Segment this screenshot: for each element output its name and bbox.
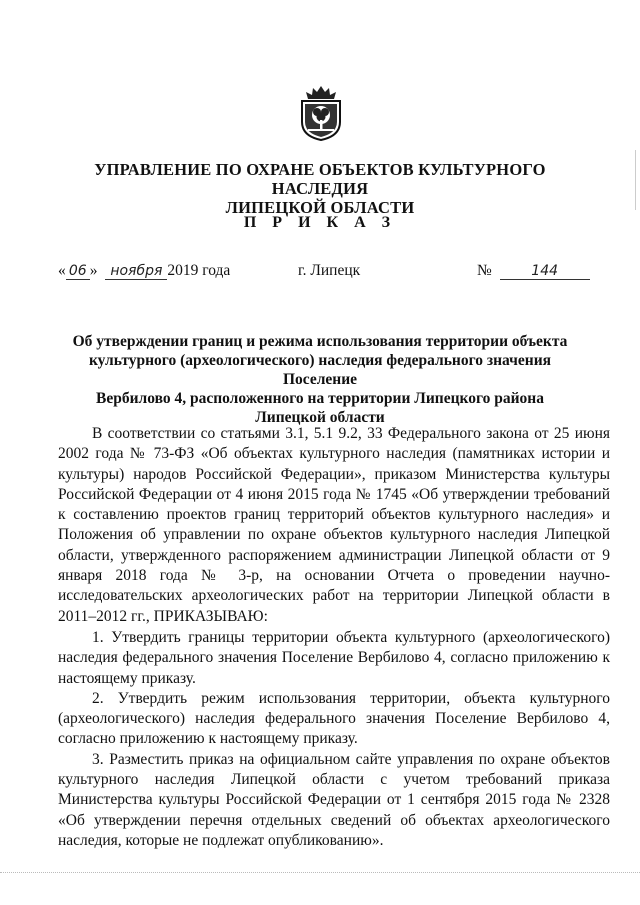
quote-close: » <box>89 262 98 279</box>
title-line-4: Липецкой области <box>255 409 385 426</box>
order-title <box>70 332 570 427</box>
order-item-1: 1. Утвердить границы территории объекта культурного (археологического) наследия федерального значения Поселение Вербилово 4, согласно приложению к настоящему приказу. <box>58 628 610 687</box>
date-day: 06 <box>66 263 90 280</box>
order-body <box>58 424 610 851</box>
preamble-paragraph: В соответствии со статьями 3.1, 5.1 9.2, 33 Федерального закона от 25 июня 2002 года № 73-ФЗ «Об объектах культурного наследия (памятниках истории и культуры) народов Российской Федерации», приказом Министерства культуры Российской Федерации от 4 июня 2015 года № 1745 «Об утверждении требований к составлению проектов границ территорий объектов культурного наследия» и Положения об управлении по охране объектов культурного наследия Липецкой области, утвержденного распоряжением администрации Липецкой области от 9 января 2018 года № 3-р, на основании Отчета о проведении научно-исследовательских археологических работ на территории Липецкой области в 2011–2012 гг., ПРИКАЗЫВАЮ: <box>58 425 610 625</box>
organization-name <box>60 160 580 217</box>
order-city: г. Липецк <box>298 262 361 279</box>
order-item-2: 2. Утвердить режим использования территории, объекта культурного (археологического) наследия федерального значения Поселение Вербилово 4, согласно приложению к настоящему приказу. <box>58 689 610 748</box>
order-number <box>477 262 590 280</box>
number-value: 144 <box>500 263 590 280</box>
scan-bottom-rule <box>0 872 640 873</box>
number-label: № <box>477 262 492 279</box>
order-date <box>58 262 230 280</box>
org-line-1: УПРАВЛЕНИЕ ПО ОХРАНЕ ОБЪЕКТОВ КУЛЬТУРНОГО НАСЛЕДИЯ <box>94 160 546 198</box>
document-type: П Р И К А З <box>243 214 397 231</box>
document-meta <box>0 262 640 288</box>
coat-of-arms-icon <box>296 84 346 142</box>
title-line-3: Вербилово 4, расположенного на территории Липецкого района <box>95 390 544 407</box>
title-line-1: Об утверждении границ и режима использования территории объекта <box>72 333 568 350</box>
date-year: 2019 года <box>167 262 231 279</box>
org-line-2: ЛИПЕЦКОЙ ОБЛАСТИ <box>225 198 415 217</box>
date-month: ноября <box>105 263 167 280</box>
title-line-2: культурного (археологического) наследия федерального значения Поселение <box>88 352 552 388</box>
quote-open: « <box>58 262 66 279</box>
scan-edge-line <box>635 150 636 210</box>
order-item-3: 3. Разместить приказ на официальном сайте управления по охране объектов культурного наследия Липецкой области с учетом требований приказа Министерства культуры Российской Федерации от 1 сентября 2015 года № 2328 «Об утверждении перечня отдельных сведений об объектах археологического наследия, которые не подлежат опубликованию». <box>58 750 610 849</box>
